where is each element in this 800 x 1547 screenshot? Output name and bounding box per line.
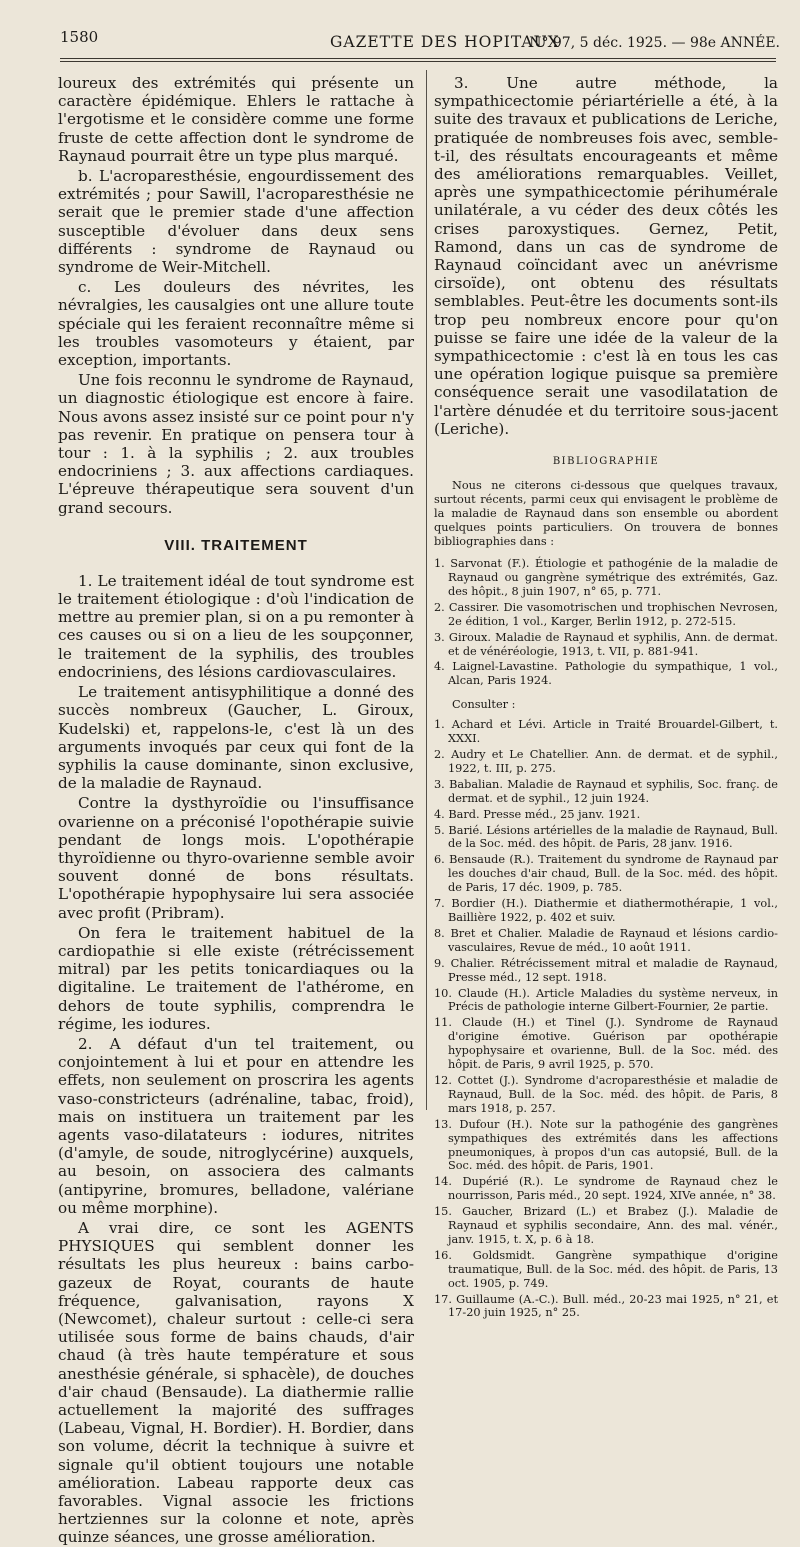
bibliography-list-consult bbox=[434, 718, 778, 1320]
bibliography-entry: 2. Audry et Le Chatellier. Ann. de dermat. et de syphil., 1922, t. III, p. 275. bbox=[434, 748, 778, 775]
bibliography-entry: 3. Giroux. Maladie de Raynaud et syphilis, Ann. de dermat. et de vénéréologie, 1913, t. VII, p. 881-941. bbox=[434, 630, 778, 658]
bibliography-title: BIBLIOGRAPHIE bbox=[552, 456, 660, 468]
paragraph-vaso-dilatateurs: 2. A défaut d'un tel traitement, ou conjointement à lui et pour en attendre les effets, non seulement on proscrira les agents vaso-constricteurs (adrénaline, tabac, froid), mais on instituera un traitement par les agents vaso-dilatateurs : iodures, nitrites (d'amyle, de soude, nitroglycérine) auxquels, au besoin, on associera des calmants (antipyrine, bromures, belladone, valériane ou même morphine). bbox=[58, 1034, 414, 1217]
bibliography-entry: 5. Barié. Lésions artérielles de la maladie de Raynaud, Bull. de la Soc. méd. des hôpit. de Paris, 28 janv. 1916. bbox=[434, 823, 778, 851]
paragraph-nevrites: c. Les douleurs des névrites, les névralgies, les causalgies ont une allure toute spéciale qui les feraient reconnaître même si les troubles vasomoteurs y étaient, par exception, importants. bbox=[58, 278, 414, 370]
paragraph-acroparesthesie: b. L'acroparesthésie, engourdissement des extrémités ; pour Sawill, l'acroparesthésie ne serait que le premier stade d'une affection susceptible d'évoluer dans deux sens différents : syndrome de Raynaud ou syndrome de Weir-Mitchell. bbox=[58, 167, 414, 277]
column-divider bbox=[426, 70, 427, 1110]
bibliography-entry: 4. Bard. Presse méd., 25 janv. 1921. bbox=[434, 807, 641, 821]
paragraph-cardiopathie: On fera le traitement habituel de la cardiopathie si elle existe (rétrécissement mitral) par les petits tonicardiaques ou la digitaline. Le traitement de l'athérome, en dehors de toute syphilis, comprendra le régime, les iodures. bbox=[58, 923, 414, 1033]
page-number: 1580 bbox=[60, 28, 99, 46]
paragraph-continuation: loureux des extrémités qui présente un caractère épidémique. Ehlers le rattache à l'ergotisme et le considère comme une forme fruste de cette affection dont le syndrome de Raynaud pourrait être un type plus marqué. bbox=[58, 74, 414, 165]
bibliography-list-general bbox=[434, 557, 778, 688]
header-rule bbox=[60, 58, 776, 59]
paragraph-agents-physiques: A vrai dire, ce sont les AGENTS PHYSIQUES qui semblent donner les résultats les plus heureux : bains carbo-gazeux de Royat, courants de haute fréquence, galvanisation, rayons X (Newcomet), chaleur surtout : celle-ci sera utilisée sous forme de bains chauds, d'air chaud (à très haute température et sous anesthésie générale, si sphacèle), de douches d'air chaud (Bensaude). La diathermie rallie actuellement la majorité des suffrages (Labeau, Vignal, H. Bordier). H. Bordier, dans son volume, décrit la technique à suivre et signale qu'il obtient toujours une notable amélioration. Labeau rapporte deux cas favorables. Vignal associe les frictions hertziennes sur la colonne et note, après quinze séances, une grosse amélioration. bbox=[58, 1218, 414, 1547]
journal-title: GAZETTE DES HOPITAUX bbox=[330, 33, 560, 51]
section-title: VIII. TRAITEMENT bbox=[164, 536, 308, 554]
bibliography-entry: 3. Babalian. Maladie de Raynaud et syphilis, Soc. franç. de dermat. et de syphil., 12 juin 1924. bbox=[434, 777, 778, 805]
bibliography-entry: 16. Goldsmidt. Gangrène sympathique d'origine traumatique, Bull. de la Soc. méd. des hôpit. de Paris, 13 oct. 1905, p. 749. bbox=[434, 1248, 778, 1290]
bibliography-entry: 11. Claude (H.) et Tinel (J.). Syndrome de Raynaud d'origine émotive. Guérison par opothérapie hypophysaire et ovarienne, Bull. de la Soc. méd. des hôpit. de Paris, 9 avril 1925, p. 570. bbox=[434, 1016, 778, 1072]
issue-info: N° 97, 5 déc. 1925. — 98e ANNÉE. bbox=[529, 35, 780, 51]
bibliography-entry: 12. Cottet (J.). Syndrome d'acroparesthésie et maladie de Raynaud, Bull. de la Soc. méd. des hôpit. de Paris, 8 mars 1918, p. 257. bbox=[434, 1073, 778, 1115]
right-column bbox=[434, 74, 778, 1322]
bibliography-entry: 13. Dufour (H.). Note sur la pathogénie des gangrènes sympathiques des extrémités dans les affections pneumoniques, à propos d'un cas autopsié, Bull. de la Soc. méd. des hôpit. de Paris, 1901. bbox=[434, 1117, 778, 1173]
paragraph-traitement-ideal: 1. Le traitement idéal de tout syndrome est le traitement étiologique : d'où l'indication de mettre au premier plan, si on a pu remonter à ces causes ou si on a lieu de les soupçonner, le traitement de la syphilis, des troubles endocriniens, des lésions cardiovasculaires. bbox=[58, 571, 414, 681]
paragraph-antisyphilitique: Le traitement antisyphilitique a donné des succès nombreux (Gaucher, L. Giroux, Kudelski) et, rappelons-le, c'est là un des arguments invoqués par ceux qui font de la syphilis la cause dominante, sinon exclusive, de la maladie de Raynaud. bbox=[58, 683, 414, 793]
consult-label: Consulter : bbox=[452, 698, 516, 712]
paragraph-diagnostic: Une fois reconnu le syndrome de Raynaud, un diagnostic étiologique est encore à faire. Nous avons assez insisté sur ce point pour n'y pas revenir. En pratique on pensera tour à tour : 1. à la syphilis ; 2. aux troubles endocriniens ; 3. aux affections cardiaques. L'épreuve thérapeutique sera souvent d'un grand secours. bbox=[58, 371, 414, 517]
page-header bbox=[60, 22, 780, 54]
bibliography-entry: 2. Cassirer. Die vasomotrischen und trophischen Nevrosen, 2e édition, 1 vol., Karger, Berlin 1912, p. 272-515. bbox=[434, 600, 778, 628]
bibliography-entry: 14. Dupérié (R.). Le syndrome de Raynaud chez le nourrisson, Paris méd., 20 sept. 1924, XIVe année, n° 38. bbox=[434, 1175, 778, 1203]
left-column bbox=[58, 74, 414, 1547]
bibliography-entry: 17. Guillaume (A.-C.). Bull. méd., 20-23 mai 1925, n° 21, et 17-20 juin 1925, n° 25. bbox=[434, 1292, 778, 1320]
bibliography-entry: 10. Claude (H.). Article Maladies du système nerveux, in Précis de pathologie interne Gilbert-Fournier, 2e partie. bbox=[434, 986, 778, 1014]
bibliography-entry: 8. Bret et Chalier. Maladie de Raynaud et lésions cardio-vasculaires, Revue de méd., 10 août 1911. bbox=[434, 926, 778, 954]
bibliography-intro: Nous ne citerons ci-dessous que quelques travaux, surtout récents, parmi ceux qui envisagent le problème de la maladie de Raynaud dans son ensemble ou abordent quelques points particuliers. On trouvera de bonnes bibliographies dans : bbox=[434, 479, 778, 549]
bibliography-entry: 4. Laignel-Lavastine. Pathologie du sympathique, 1 vol., Alcan, Paris 1924. bbox=[434, 660, 778, 688]
bibliography-entry: 15. Gaucher, Brizard (L.) et Brabez (J.). Maladie de Raynaud et syphilis secondaire, Ann. des mal. vénér., janv. 1915, t. X, p. 6 à 18. bbox=[434, 1205, 778, 1246]
bibliography-entry: 9. Chalier. Rétrécissement mitral et maladie de Raynaud, Presse méd., 12 sept. 1918. bbox=[434, 956, 778, 984]
paragraph-sympathicectomie: 3. Une autre méthode, la sympathicectomie périartérielle a été, à la suite des travaux et publications de Leriche, pratiquée de nombreuses fois avec, semble-t-il, des résultats encourageants et même des améliorations remarquables. Veillet, après une sympathicectomie périhumérale unilatérale, a vu céder des deux côtés les crises paroxystiques. Gernez, Petit, Ramond, dans un cas de syndrome de Raynaud coïncidant avec un anévrisme cirsoïde), ont obtenu des résultats semblables. Peut-être les documents sont-ils trop peu nombreux encore pour qu'on puisse se faire une idée de la valeur de la sympathicectomie : c'est là en tous les cas une opération logique puisque sa première conséquence serait une vasodilatation de l'artère dénudée et du territoire sous-jacent (Leriche). bbox=[434, 74, 778, 438]
bibliography-entry: 7. Bordier (H.). Diathermie et diathermothérapie, 1 vol., Baillière 1922, p. 402 et suiv. bbox=[434, 897, 778, 924]
header-rule-double bbox=[60, 61, 776, 62]
paragraph-opotherapie: Contre la dysthyroïdie ou l'insuffisance ovarienne on a préconisé l'opothérapie suivie pendant de longs mois. L'opothérapie thyroïdienne ou thyro-ovarienne semble avoir souvent donné de bons résultats. L'opothérapie hypophysaire lui sera associée avec profit (Pribram). bbox=[58, 794, 414, 922]
bibliography-entry: 6. Bensaude (R.). Traitement du syndrome de Raynaud par les douches d'air chaud, Bull. de la Soc. méd. des hôpit. de Paris, 17 déc. 1909, p. 785. bbox=[434, 853, 778, 895]
bibliography-entry: 1. Achard et Lévi. Article in Traité Brouardel-Gilbert, t. XXXI. bbox=[434, 718, 778, 746]
bibliography-entry: 1. Sarvonat (F.). Étiologie et pathogénie de la maladie de Raynaud ou gangrène symétrique des extrémités, Gaz. des hôpit., 8 juin 1907, n° 65, p. 771. bbox=[434, 557, 778, 598]
